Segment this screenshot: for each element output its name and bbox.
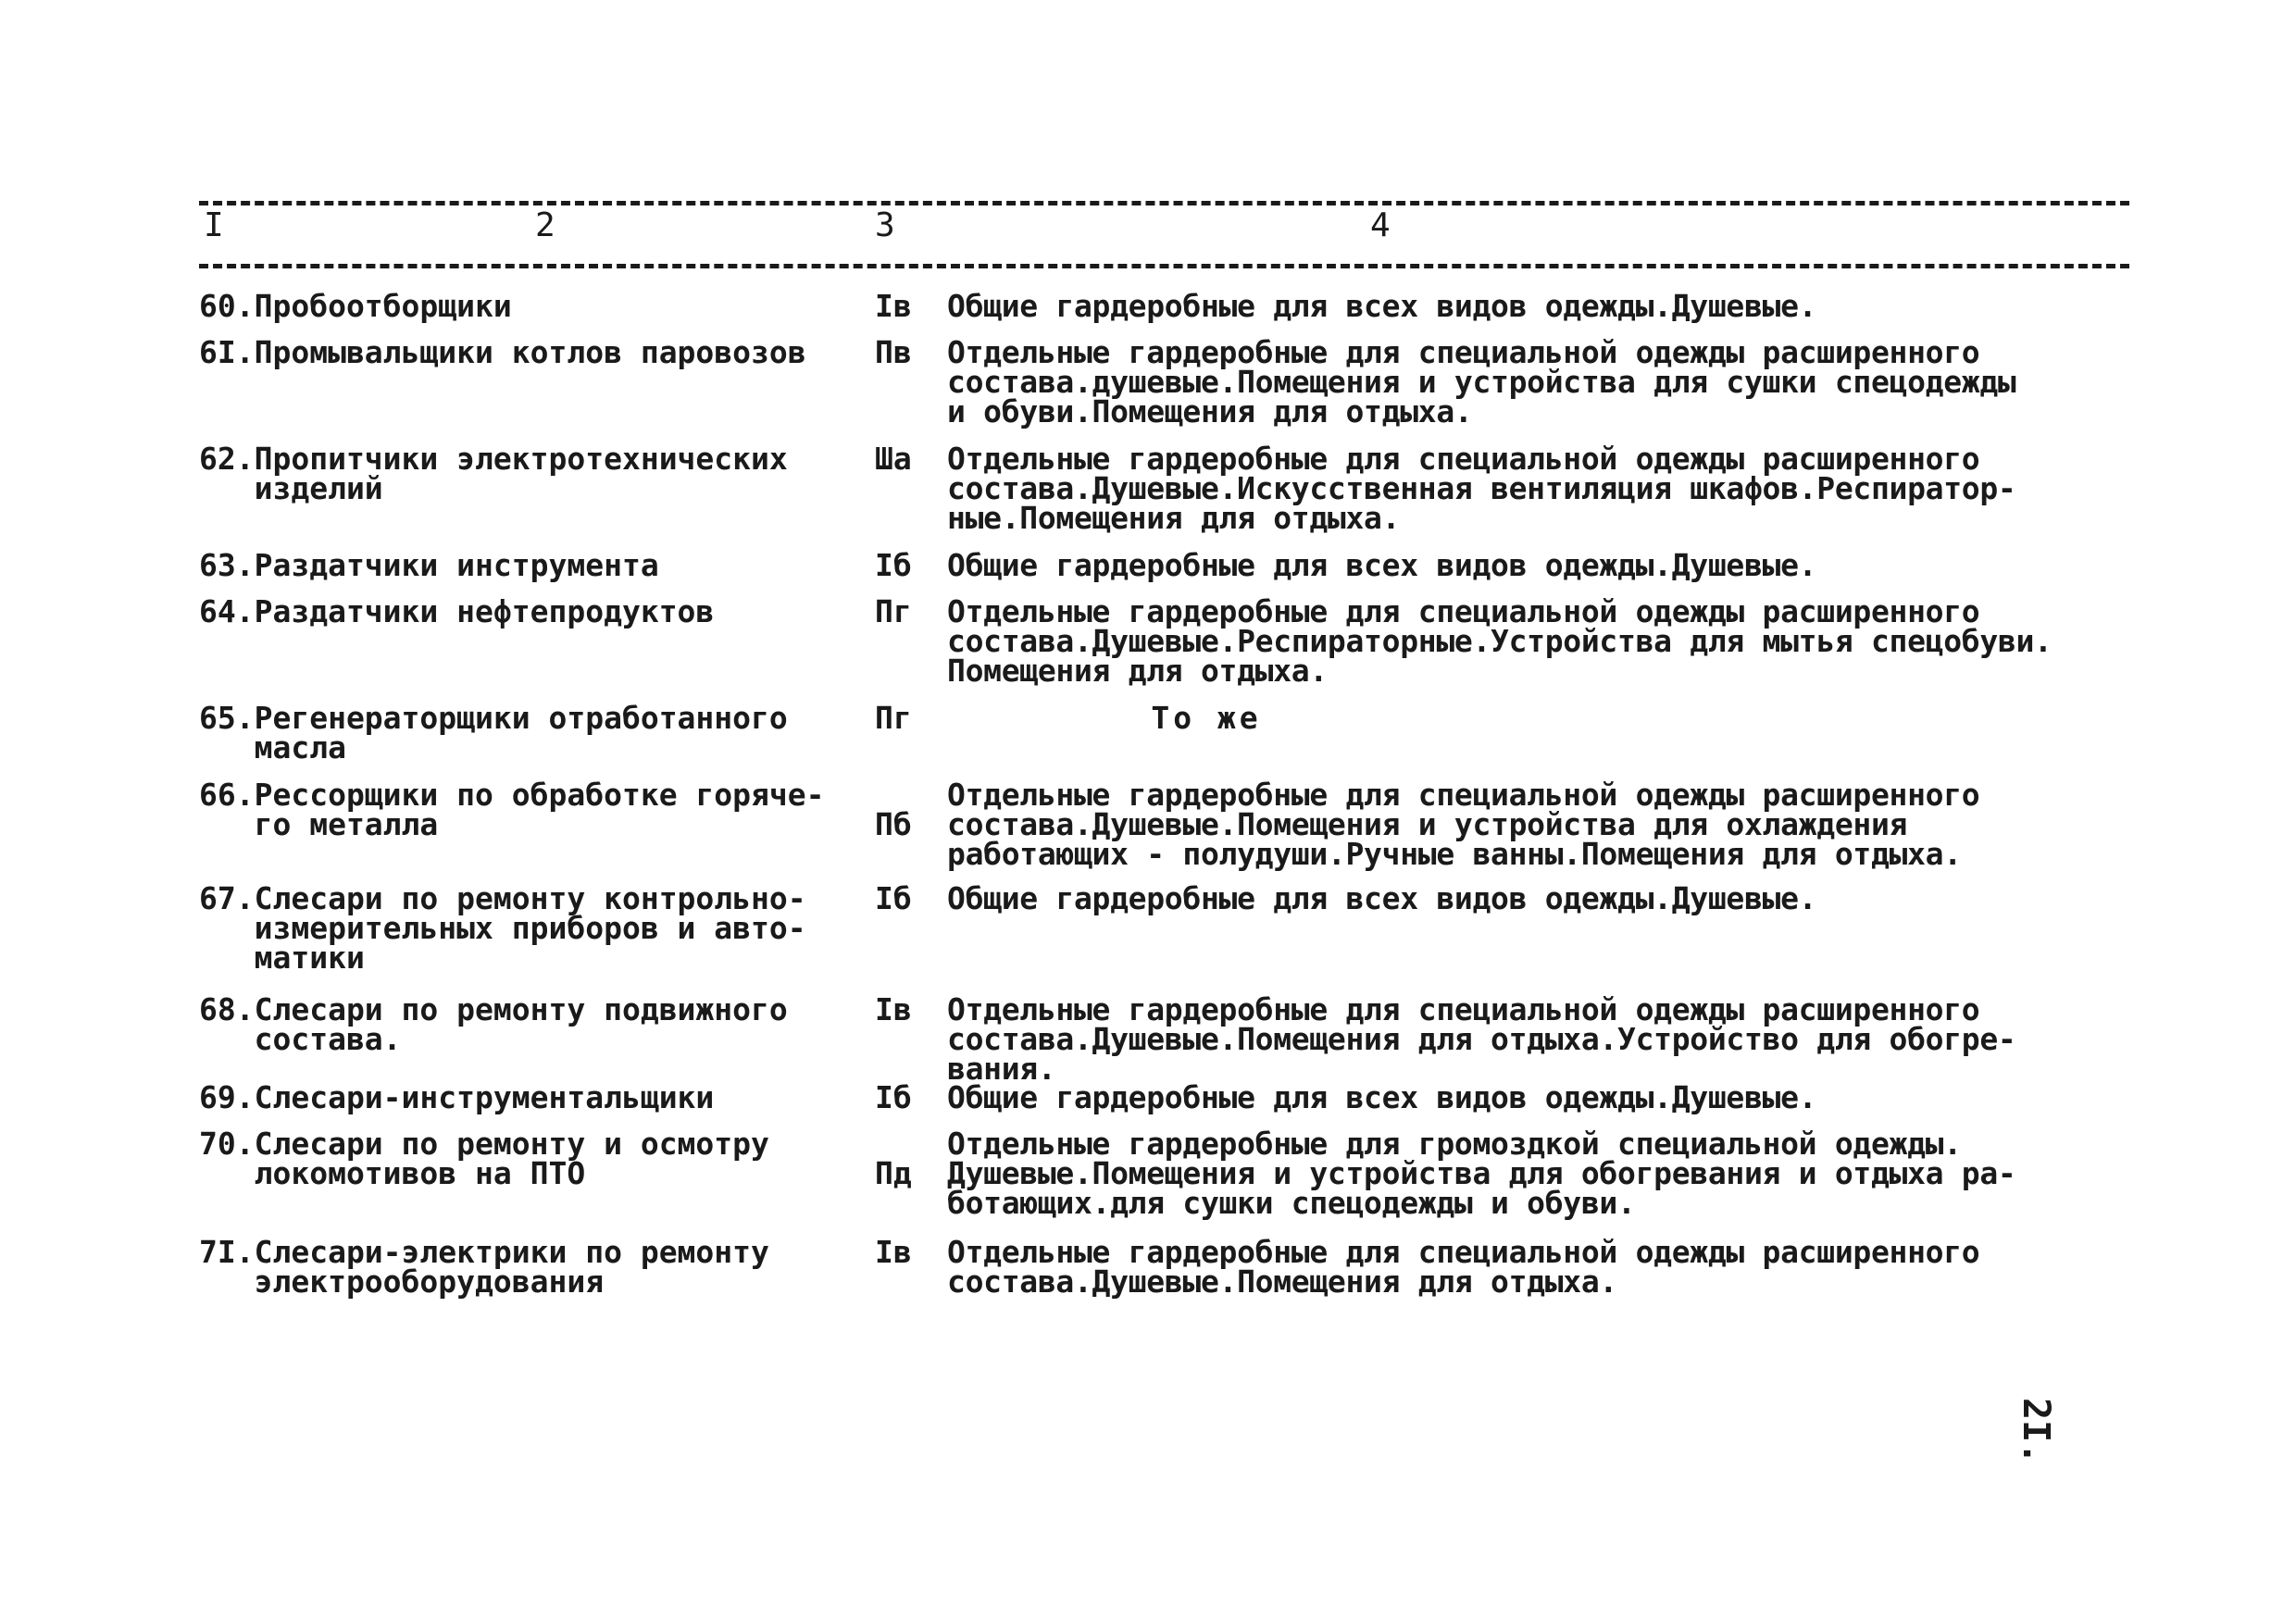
group-code: Пд bbox=[875, 1155, 912, 1191]
facilities-description: Отдельные гардеробные для специальной одежды расширенного состава.Душевые.Искусственная вентиляция шкафов.Респиратор- ные.Помещения для отдыха. bbox=[947, 441, 2016, 536]
header-bottom-rule bbox=[199, 264, 2129, 268]
profession-name: 63.Раздатчики инструмента bbox=[199, 547, 659, 583]
facilities-description: Общие гардеробные для всех видов одежды.Душевые. bbox=[947, 547, 1817, 583]
facilities-description: Отдельные гардеробные для специальной одежды расширенного состава.Душевые.Помещения для отдыха.Устройство для обогре- вания. bbox=[947, 991, 2016, 1087]
profession-name: 66.Рессорщики по обработке горяче- го металла bbox=[199, 777, 825, 842]
facilities-description: Отдельные гардеробные для специальной одежды расширенного состава.душевые.Помещения и устройства для сушки спецодежды и обуви.Помещения для отдыха. bbox=[947, 334, 2016, 429]
group-code: Iв bbox=[875, 1234, 912, 1270]
group-code: Iб bbox=[875, 547, 912, 583]
profession-name: 64.Раздатчики нефтепродуктов bbox=[199, 593, 715, 629]
group-code: Iб bbox=[875, 880, 912, 916]
group-code: Шa bbox=[875, 441, 912, 477]
group-code: Пг bbox=[875, 700, 912, 736]
column-header-3: 3 bbox=[875, 206, 895, 244]
profession-name: 62.Пропитчики электротехнических изделий bbox=[199, 441, 788, 506]
column-header-4: 4 bbox=[1370, 206, 1391, 244]
facilities-description: Общие гардеробные для всех видов одежды.Душевые. bbox=[947, 288, 1817, 324]
profession-name: 70.Слесари по ремонту и осмотру локомотивов на ПТО bbox=[199, 1126, 769, 1191]
profession-name: 65.Регенераторщики отработанного масла bbox=[199, 700, 788, 765]
profession-name: 6I.Промывальщики котлов паровозов bbox=[199, 334, 806, 370]
facilities-description: То же bbox=[1151, 700, 1262, 736]
facilities-description: Общие гардеробные для всех видов одежды.Душевые. bbox=[947, 880, 1817, 916]
profession-name: 68.Слесари по ремонту подвижного состава. bbox=[199, 991, 788, 1057]
page-number: 2I. bbox=[2015, 1398, 2057, 1465]
facilities-description: Общие гардеробные для всех видов одежды.Душевые. bbox=[947, 1079, 1817, 1115]
group-code: Пб bbox=[875, 806, 912, 842]
facilities-description: Отдельные гардеробные для специальной одежды расширенного состава.Душевые.Помещения для отдыха. bbox=[947, 1234, 1980, 1300]
profession-name: 69.Слесари-инструментальщики bbox=[199, 1079, 715, 1115]
group-code: Iв bbox=[875, 288, 912, 324]
facilities-description: Отдельные гардеробные для специальной одежды расширенного состава.Душевые.Помещения и устройства для охлаждения работающих - полудуши.Ручные ванны.Помещения для отдыха. bbox=[947, 777, 1980, 872]
column-header-1: I bbox=[204, 206, 224, 244]
header-top-rule bbox=[199, 201, 2129, 205]
group-code: Пг bbox=[875, 593, 912, 629]
profession-name: 7I.Слесари-электрики по ремонту электрооборудования bbox=[199, 1234, 769, 1300]
facilities-description: Отдельные гардеробные для специальной одежды расширенного состава.Душевые.Респираторные.Устройства для мытья спецобуви. Помещения для отдыха. bbox=[947, 593, 2053, 689]
profession-name: 67.Слесари по ремонту контрольно- измерительных приборов и авто- матики bbox=[199, 880, 806, 976]
group-code: Пв bbox=[875, 334, 912, 370]
profession-name: 60.Пробоотборщики bbox=[199, 288, 512, 324]
facilities-description: Отдельные гардеробные для громоздкой специальной одежды. Душевые.Помещения и устройства для обогревания и отдыха ра- ботающих.для сушки спецодежды и обуви. bbox=[947, 1126, 2016, 1221]
column-header-2: 2 bbox=[535, 206, 555, 244]
group-code: Iб bbox=[875, 1079, 912, 1115]
group-code: Iв bbox=[875, 991, 912, 1027]
